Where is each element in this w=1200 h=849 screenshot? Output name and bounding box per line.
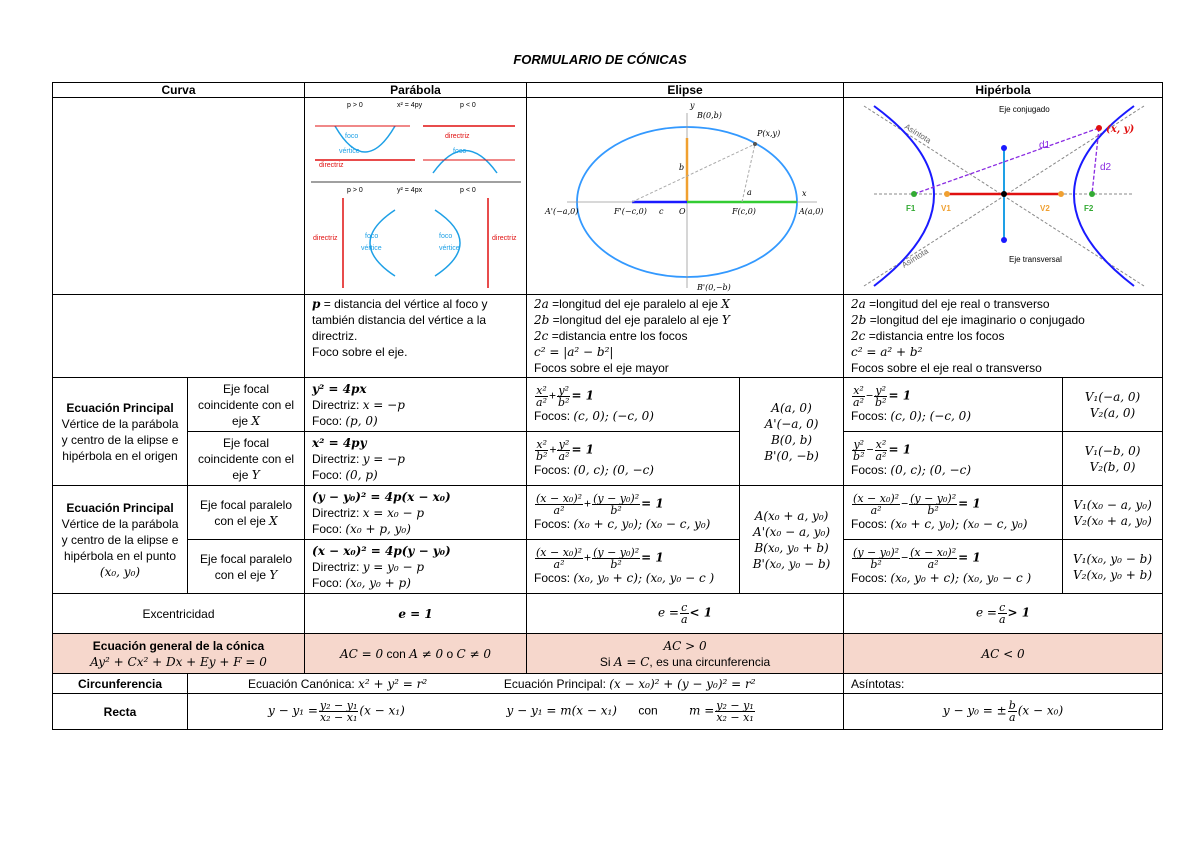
formula: x² + y² = r² <box>358 676 428 691</box>
general-eq: Ay² + Cx² + Dx + Ey + F = 0 <box>90 654 267 669</box>
eli-origen-y: $\frac{\text{x²}}{\text{b²}}$ + $\frac{\text{y²}}{\text{a²}}$ = 1 Focos: (0, c); (0, −c) <box>527 432 740 486</box>
hip-punto-x-vertices <box>1063 486 1163 540</box>
header-hiperbola: Hipérbola <box>844 83 1163 98</box>
def-text: =distancia entre los focos <box>548 329 688 343</box>
def-var: Y <box>721 313 730 327</box>
formula: y − y₁ = m(x − x₁) <box>506 703 617 718</box>
formula-label: Focos: <box>851 571 891 585</box>
num: y₂ − y₁ <box>716 699 754 712</box>
formula: e = <box>975 605 997 620</box>
fig-label: c <box>659 207 664 216</box>
formula: = 1 <box>641 550 664 565</box>
fig-label: vértice <box>339 148 360 155</box>
formula: AC > 0 <box>663 638 707 653</box>
vertex: B(0, b) <box>770 432 813 447</box>
num: x² <box>875 438 887 451</box>
formula: = 1 <box>958 496 981 511</box>
den: b² <box>610 504 622 517</box>
fig-label: V2 <box>1040 204 1050 213</box>
fig-label: b <box>679 163 685 172</box>
recta-label: Recta <box>53 694 188 730</box>
formula: = 1 <box>571 388 595 403</box>
eje-text: Eje focal paralelo con el eje <box>199 497 293 528</box>
eje-label <box>188 540 305 594</box>
fig-label: vértice <box>361 245 382 252</box>
parabola-definition <box>305 295 527 378</box>
distance-d1 <box>914 128 1099 194</box>
formula: m = <box>689 703 715 718</box>
def-var: 2c <box>534 329 549 343</box>
fig-label: directriz <box>492 235 517 242</box>
par-origen-y <box>305 432 527 486</box>
formula-label: Focos: <box>534 571 574 585</box>
point-p <box>753 142 757 146</box>
header-curva: Curva <box>53 83 305 98</box>
fig-label: foco <box>439 233 453 240</box>
vertex: V₂(x₀, y₀ + b) <box>1073 567 1153 582</box>
formula-label: Foco: <box>312 467 346 482</box>
par-origen-x <box>305 378 527 432</box>
eli-punto-y: $\frac{\text{(x − x₀)²}}{\text{a²}}$ + $\frac{\text{(y − y₀)²}}{\text{b²}}$ = 1 Focos: (x₀, y₀ + c); (x₀, y₀ − c ) <box>527 540 740 594</box>
eli-origen-vertices <box>740 378 844 486</box>
formula: (y − y₀)² = 4p(x − x₀) <box>312 489 451 504</box>
fig-label: d2 <box>1100 162 1112 173</box>
fig-label: directriz <box>445 133 470 140</box>
formula: y − y₀ = ± <box>942 703 1007 718</box>
formula: (x₀ + c, y₀); (x₀ − c, y₀) <box>890 517 1028 531</box>
vertex: V₁(x₀ − a, y₀) <box>1073 497 1152 512</box>
fig-label: foco <box>345 133 359 140</box>
formula: x = −p <box>362 397 405 412</box>
fig-label: O <box>679 207 686 216</box>
header-row <box>53 83 1163 98</box>
recta-row <box>53 694 1163 730</box>
fig-label: B'(0,−b) <box>697 283 731 292</box>
hip-punto-x: $\frac{\text{(x − x₀)²}}{\text{a²}}$ − $\frac{\text{(y − y₀)²}}{\text{b²}}$ = 1 Focos: (x₀ + c, y₀); (x₀ − c, y₀) <box>844 486 1063 540</box>
definitions-row <box>53 295 1163 378</box>
empty-cell <box>53 98 305 295</box>
general-title: Ecuación general de la cónica <box>92 638 265 653</box>
conics-table <box>52 82 1163 730</box>
fig-label: directriz <box>313 235 338 242</box>
excentricidad-elipse <box>527 594 844 634</box>
vertex: V₂(b, 0) <box>1089 459 1136 474</box>
hip-origen-x-vertices <box>1063 378 1163 432</box>
vertex: A(a, 0) <box>771 400 812 415</box>
num: (y − y₀)² <box>593 546 640 559</box>
formula: (x − x₁) <box>359 703 405 718</box>
general-row <box>53 634 1163 674</box>
num: y² <box>558 438 570 451</box>
formula: A = C <box>613 654 650 669</box>
eje-var: X <box>269 513 278 528</box>
conjugate-end <box>1001 145 1007 151</box>
formula: > 1 <box>1007 605 1031 620</box>
fig-label: y <box>690 101 695 110</box>
formula: (x₀ + c, y₀); (x₀ − c, y₀) <box>573 517 711 531</box>
vertex: A'(x₀ − a, y₀) <box>753 524 830 539</box>
parabola-figure <box>305 98 527 295</box>
formula: (x₀, y₀ + c); (x₀, y₀ − c ) <box>573 571 715 585</box>
excentricidad-row <box>53 594 1163 634</box>
num: x² <box>536 384 547 397</box>
formula-label: Directriz: <box>312 505 363 520</box>
formula-label: Focos: <box>534 463 574 477</box>
fig-label: B(0,b) <box>697 111 722 120</box>
vertex: V₁(−b, 0) <box>1084 443 1141 458</box>
den: b² <box>927 504 939 517</box>
num: (x − x₀)² <box>910 546 957 559</box>
formula: x = x₀ − p <box>362 505 425 520</box>
den: a² <box>536 396 547 409</box>
eje-text: Eje focal paralelo con el eje <box>199 551 293 582</box>
formula-label: Foco: <box>312 575 346 590</box>
punto-label <box>53 486 188 594</box>
fig-label: p < 0 <box>460 102 476 109</box>
formula: (x₀, y₀ + p) <box>345 575 411 590</box>
fig-label: A(a,0) <box>799 207 824 216</box>
circunferencia-label: Circunferencia <box>53 674 188 694</box>
recta-eqs <box>188 694 844 730</box>
row-var: (x₀, y₀) <box>99 564 141 579</box>
origen-y-row <box>53 432 1163 486</box>
general-hiperbola: AC < 0 <box>844 634 1163 674</box>
fig-label: foco <box>365 233 379 240</box>
den: b² <box>610 558 622 571</box>
den: x₂ − x₁ <box>319 711 358 724</box>
fig-label: F2 <box>1084 204 1094 213</box>
fig-label: Asíntota <box>902 122 933 146</box>
fig-label: Eje conjugado <box>999 105 1050 114</box>
vertex: V₂(a, 0) <box>1089 405 1136 420</box>
den: a² <box>553 504 565 517</box>
parabola-curve <box>370 210 395 276</box>
formula-label: Foco: <box>312 413 346 428</box>
num: y₂ − y₁ <box>319 699 358 712</box>
vertex-v2 <box>1058 191 1064 197</box>
den: a² <box>870 504 882 517</box>
num: (y − y₀)² <box>910 492 957 505</box>
num: c <box>681 601 688 614</box>
fig-label: x <box>802 189 807 198</box>
fig-label: A'(−a,0) <box>545 207 579 216</box>
asintotas-label: Asíntotas: <box>844 674 1163 694</box>
formula-label: Focos: <box>851 463 891 477</box>
eje-text: Eje focal coincidente con el eje <box>197 435 295 482</box>
formula: y − y₁ = <box>268 703 318 718</box>
asintotas-eq <box>844 694 1163 730</box>
def-var: p <box>312 297 321 311</box>
point-p <box>1096 125 1102 131</box>
fig-label: a <box>747 188 752 197</box>
center <box>1001 191 1007 197</box>
den: a² <box>875 450 887 463</box>
focus-f2 <box>1089 191 1095 197</box>
focal-radius <box>632 144 755 202</box>
empty-cell <box>53 295 305 378</box>
page-title: FORMULARIO DE CÓNICAS <box>513 52 687 67</box>
eje-var: Y <box>269 567 278 582</box>
formula: e = <box>657 605 679 620</box>
num: c <box>999 601 1006 614</box>
hip-origen-y: $\frac{\text{y²}}{\text{b²}}$ − $\frac{\text{x²}}{\text{a²}}$ = 1 Focos: (0, c); (0, −c) <box>844 432 1063 486</box>
hip-punto-y-vertices <box>1063 540 1163 594</box>
fig-label: Asíntota <box>900 246 930 270</box>
vertex-v1 <box>944 191 950 197</box>
row-title: Ecuación Principal <box>66 400 174 415</box>
par-punto-y <box>305 540 527 594</box>
formula: (x − x₀) <box>1017 703 1064 718</box>
formula: C ≠ 0 <box>456 646 492 661</box>
num: (y − y₀)² <box>593 492 640 505</box>
num: y² <box>875 384 887 397</box>
fig-label: p > 0 <box>347 102 363 109</box>
text: o <box>443 646 457 661</box>
formula: (x₀, y₀ + c); (x₀, y₀ − c ) <box>890 571 1032 585</box>
fig-label: F'(−c,0) <box>614 207 647 216</box>
den: x₂ − x₁ <box>716 711 754 724</box>
header-parabola: Parábola <box>305 83 527 98</box>
formula: = 1 <box>888 442 912 457</box>
fig-label: vértice <box>439 245 460 252</box>
den: a <box>680 613 688 626</box>
elipse-figure <box>527 98 844 295</box>
def-text: =longitud del eje paralelo al eje <box>548 297 722 311</box>
formula: = 1 <box>888 388 912 403</box>
fig-label: d1 <box>1039 140 1051 151</box>
conjugate-end <box>1001 237 1007 243</box>
vertex: B'(0, −b) <box>764 448 819 463</box>
formula: (c, 0); (−c, 0) <box>573 409 654 423</box>
def-formula: c² = a² + b² <box>851 345 923 359</box>
eli-punto-vertices <box>740 486 844 594</box>
eje-label <box>188 486 305 540</box>
formula: y = y₀ − p <box>362 559 425 574</box>
hiperbola-definition <box>844 295 1163 378</box>
eli-punto-x: $\frac{\text{(x − x₀)²}}{\text{a²}}$ + $\frac{\text{(y − y₀)²}}{\text{b²}}$ = 1 Focos: (x₀ + c, y₀); (x₀ − c, y₀) <box>527 486 740 540</box>
def-var: 2b <box>851 313 867 327</box>
text: con <box>638 703 658 718</box>
vertex: A(x₀ + a, y₀) <box>754 508 829 523</box>
def-text: Focos sobre el eje mayor <box>534 361 669 375</box>
formula: y² = 4px <box>312 381 367 396</box>
par-punto-x <box>305 486 527 540</box>
formula: < 1 <box>689 605 713 620</box>
def-var: X <box>721 297 730 311</box>
eje-label <box>188 378 305 432</box>
fig-label: F(c,0) <box>732 207 756 216</box>
num: b <box>1008 699 1016 712</box>
formula: = 1 <box>571 442 595 457</box>
excentricidad-hiperbola <box>844 594 1163 634</box>
formula: y = −p <box>362 451 405 466</box>
header-elipse: Elipse <box>527 83 844 98</box>
den: b² <box>536 450 548 463</box>
row-desc: Vértice de la parábola y centro de la elipse e hipérbola en el origen <box>61 416 179 463</box>
den: a² <box>853 396 864 409</box>
def-var: 2c <box>851 329 866 343</box>
vertex: V₁(x₀, y₀ − b) <box>1073 551 1153 566</box>
formula-label: Focos: <box>851 409 891 423</box>
fig-label: Eje transversal <box>1009 255 1062 264</box>
vertex: V₂(x₀ + a, y₀) <box>1073 513 1152 528</box>
formula: = 1 <box>958 550 981 565</box>
text: con <box>383 646 410 661</box>
general-label <box>53 634 305 674</box>
origen-x-row <box>53 378 1163 432</box>
general-parabola <box>305 634 527 674</box>
focus-f1 <box>911 191 917 197</box>
formula-label: Directriz: <box>312 451 363 466</box>
den: b² <box>853 450 865 463</box>
num: (x − x₀)² <box>536 546 583 559</box>
formula-label: Focos: <box>534 409 574 423</box>
den: a² <box>558 450 570 463</box>
def-var: 2a <box>534 297 549 311</box>
excentricidad-label: Excentricidad <box>53 594 305 634</box>
fig-label: (x, y) <box>1106 124 1135 135</box>
den: b² <box>558 396 570 409</box>
num: x² <box>536 438 548 451</box>
den: a² <box>927 558 939 571</box>
formula: (x − x₀)² = 4p(y − y₀) <box>312 543 451 558</box>
den: b² <box>875 396 887 409</box>
text: Ecuación Principal: <box>503 676 610 691</box>
def-text: =longitud del eje imaginario o conjugado <box>866 313 1085 327</box>
fig-label: P(x,y) <box>757 129 781 138</box>
def-text: =longitud del eje paralelo al eje <box>549 313 722 327</box>
vertex: B(x₀, y₀ + b) <box>754 540 829 555</box>
num: (x − x₀)² <box>536 492 583 505</box>
eje-var: X <box>251 413 260 428</box>
den: b² <box>870 558 882 571</box>
row-desc: Vértice de la parábola y centro de la elipse e hipérbola en el punto <box>61 516 179 563</box>
formula-label: Directriz: <box>312 559 363 574</box>
formula-label: Foco: <box>312 521 346 536</box>
def-var: 2b <box>534 313 550 327</box>
punto-y-row <box>53 540 1163 594</box>
fig-label: p > 0 <box>347 187 363 194</box>
text: Ecuación Canónica: <box>248 676 359 691</box>
def-text: =longitud del eje real o transverso <box>865 297 1050 311</box>
num: x² <box>853 384 864 397</box>
eje-label <box>188 432 305 486</box>
def-text: Focos sobre el eje real o transverso <box>851 361 1042 375</box>
parabola-curve <box>435 210 460 276</box>
formula: (0, p) <box>345 467 378 482</box>
fig-label: directriz <box>319 162 344 169</box>
punto-x-row <box>53 486 1163 540</box>
fig-label: V1 <box>941 204 951 213</box>
general-elipse <box>527 634 844 674</box>
num: y² <box>558 384 570 397</box>
formula: (x − x₀)² + (y − y₀)² = r² <box>609 676 756 691</box>
fig-label: p < 0 <box>460 187 476 194</box>
def-text: =distancia entre los focos <box>865 329 1005 343</box>
fig-label: y² = 4px <box>397 187 423 194</box>
vertex: V₁(−a, 0) <box>1084 389 1141 404</box>
origen-label <box>53 378 188 486</box>
formula: (x₀ + p, y₀) <box>345 521 411 536</box>
circunferencia-row <box>53 674 1163 694</box>
fig-label: F1 <box>906 204 916 213</box>
formula: (c, 0); (−c, 0) <box>890 409 971 423</box>
eje-text: Eje focal coincidente con el eje <box>197 381 295 428</box>
def-formula: c² = |a² − b²| <box>534 345 614 359</box>
formula: AC = 0 <box>340 646 384 661</box>
figures-row <box>53 98 1163 295</box>
num: y² <box>853 438 865 451</box>
formula: (0, c); (0, −c) <box>573 463 654 477</box>
hiperbola-figure <box>844 98 1163 295</box>
text: , es una circunferencia <box>649 654 771 669</box>
eli-origen-x: $\frac{\text{x²}}{\text{a²}}$ + $\frac{\text{y²}}{\text{b²}}$ = 1 Focos: (c, 0); (−c, 0) <box>527 378 740 432</box>
formula: A ≠ 0 <box>409 646 444 661</box>
excentricidad-parabola: e = 1 <box>305 594 527 634</box>
def-text: Foco sobre el eje. <box>312 345 408 359</box>
formula: (p, 0) <box>345 413 378 428</box>
den: a² <box>553 558 565 571</box>
den: a <box>1008 711 1016 724</box>
eje-var: Y <box>251 467 260 482</box>
hip-origen-y-vertices <box>1063 432 1163 486</box>
num: (y − y₀)² <box>853 546 900 559</box>
row-title: Ecuación Principal <box>66 500 174 515</box>
formula-label: Focos: <box>851 517 891 531</box>
circunferencia-eqs <box>188 674 844 694</box>
elipse-definition <box>527 295 844 378</box>
formula-label: Focos: <box>534 517 574 531</box>
vertex: B'(x₀, y₀ − b) <box>752 556 831 571</box>
fig-label: x² = 4py <box>397 102 423 109</box>
den: a <box>998 613 1006 626</box>
num: (x − x₀)² <box>853 492 900 505</box>
distance-d2 <box>1092 128 1099 194</box>
fig-label: foco <box>453 148 467 155</box>
formula-label: Directriz: <box>312 397 363 412</box>
text: Si <box>599 654 614 669</box>
formula: (0, c); (0, −c) <box>890 463 971 477</box>
def-text: = distancia del vértice al foco y también distancia del vértice a la directriz. <box>312 297 488 343</box>
vertex: A'(−a, 0) <box>764 416 819 431</box>
hip-origen-x: $\frac{\text{x²}}{\text{a²}}$ − $\frac{\text{y²}}{\text{b²}}$ = 1 Focos: (c, 0); (−c, 0) <box>844 378 1063 432</box>
formula: = 1 <box>641 496 664 511</box>
def-var: 2a <box>851 297 866 311</box>
hip-punto-y: $\frac{\text{(y − y₀)²}}{\text{b²}}$ − $\frac{\text{(x − x₀)²}}{\text{a²}}$ = 1 Focos: (x₀, y₀ + c); (x₀, y₀ − c ) <box>844 540 1063 594</box>
formula: x² = 4py <box>312 435 367 450</box>
